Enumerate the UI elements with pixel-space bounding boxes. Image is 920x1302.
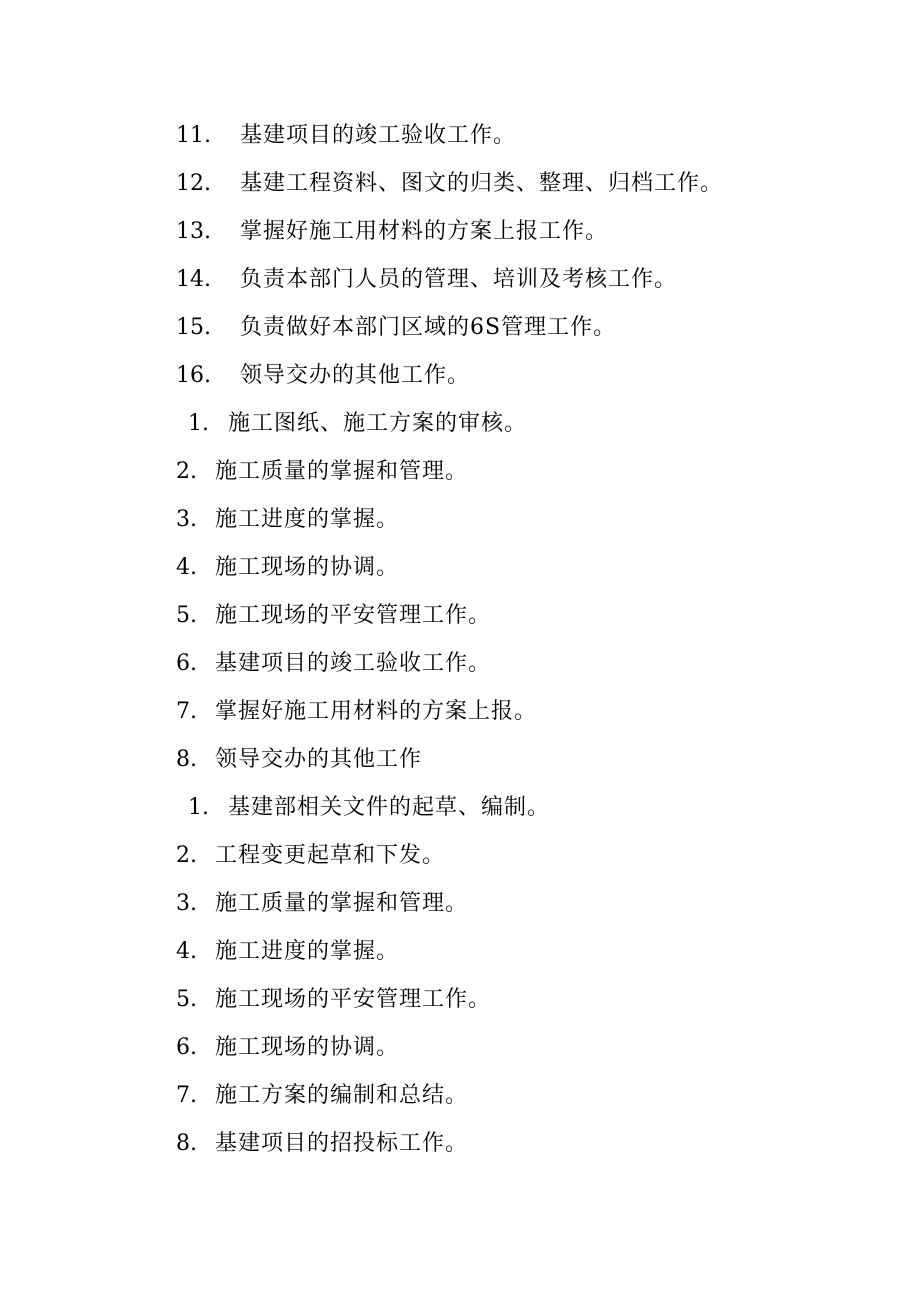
- item-number: 1.: [188, 411, 209, 436]
- item-text: 基建工程资料、图文的归类、整理、归档工作。: [240, 171, 724, 196]
- item-number: 2.: [176, 843, 197, 868]
- item-number: 4.: [176, 555, 197, 580]
- item-number: 7.: [176, 699, 197, 724]
- item-number: 12.: [176, 171, 211, 196]
- item-text: 施工质量的掌握和管理。: [215, 891, 469, 916]
- item-text: 施工图纸、施工方案的审核。: [228, 411, 528, 436]
- item-number: 5.: [176, 603, 197, 628]
- item-number: 2.: [176, 459, 197, 484]
- item-number: 7.: [176, 1083, 197, 1108]
- item-number: 16.: [176, 363, 211, 388]
- item-text: 负责本部门人员的管理、培训及考核工作。: [240, 267, 678, 292]
- item-number: 15.: [176, 315, 211, 340]
- item-number: 3.: [176, 507, 197, 532]
- item-text: 施工现场的协调。: [215, 1035, 400, 1060]
- item-text: 施工进度的掌握。: [215, 939, 400, 964]
- item-text: 基建项目的竣工验收工作。: [240, 123, 517, 148]
- item-number: 3.: [176, 891, 197, 916]
- item-text: 基建项目的竣工验收工作。: [215, 651, 492, 676]
- item-number: 1.: [188, 795, 209, 820]
- item-number: 6.: [176, 651, 197, 676]
- item-text: 负责做好本部门区域的6S管理工作。: [240, 315, 617, 340]
- item-text: 掌握好施工用材料的方案上报工作。: [240, 219, 609, 244]
- item-number: 6.: [176, 1035, 197, 1060]
- item-number: 8.: [176, 1131, 197, 1156]
- item-text: 领导交办的其他工作。: [240, 363, 471, 388]
- item-text: 领导交办的其他工作: [215, 747, 423, 772]
- item-text: 基建项目的招投标工作。: [215, 1131, 469, 1156]
- item-number: 4.: [176, 939, 197, 964]
- item-text: 施工方案的编制和总结。: [215, 1083, 469, 1108]
- item-number: 13.: [176, 219, 211, 244]
- item-text: 施工现场的平安管理工作。: [215, 987, 492, 1012]
- item-number: 11.: [176, 123, 211, 148]
- item-text: 施工质量的掌握和管理。: [215, 459, 469, 484]
- item-text: 施工现场的协调。: [215, 555, 400, 580]
- item-text: 掌握好施工用材料的方案上报。: [215, 699, 538, 724]
- item-text: 施工进度的掌握。: [215, 507, 400, 532]
- item-text: 基建部相关文件的起草、编制。: [228, 795, 551, 820]
- item-text: 工程变更起草和下发。: [215, 843, 446, 868]
- item-number: 5.: [176, 987, 197, 1012]
- item-number: 14.: [176, 267, 211, 292]
- item-number: 8.: [176, 747, 197, 772]
- item-text: 施工现场的平安管理工作。: [215, 603, 492, 628]
